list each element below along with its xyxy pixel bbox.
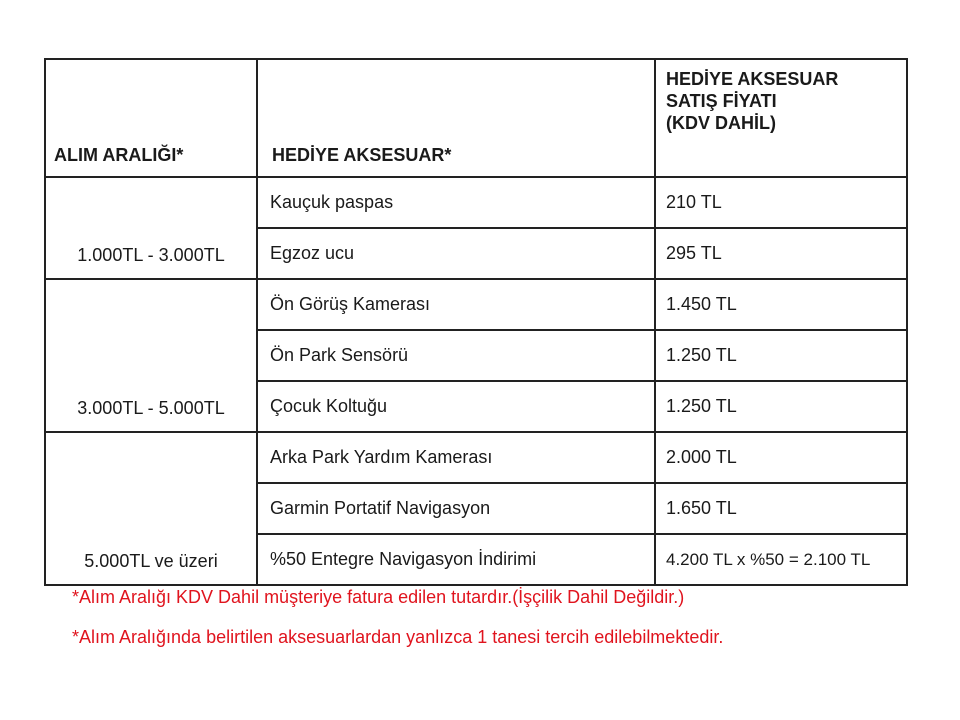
table-row [45, 279, 907, 330]
price-cell: 4.200 TL x %50 = 2.100 TL [655, 534, 907, 585]
footnote-single-choice: *Alım Aralığında belirtilen aksesuarlardan yanlızca 1 tanesi tercih edilebilmektedir. [72, 627, 724, 647]
range-cell-2: 3.000TL - 5.000TL [45, 279, 257, 432]
price-cell: 2.000 TL [655, 432, 907, 483]
header-range: ALIM ARALIĞI* [45, 59, 257, 177]
accessory-cell: Ön Park Sensörü [257, 330, 655, 381]
range-cell-1: 1.000TL - 3.000TL [45, 177, 257, 279]
price-cell: 295 TL [655, 228, 907, 279]
header-price-line1: HEDİYE AKSESUAR [666, 69, 839, 89]
header-price-line3: (KDV DAHİL) [666, 113, 776, 133]
gift-accessory-table [44, 58, 908, 586]
table-header-row [45, 59, 907, 177]
accessory-cell: Ön Görüş Kamerası [257, 279, 655, 330]
price-cell: 210 TL [655, 177, 907, 228]
price-cell: 1.450 TL [655, 279, 907, 330]
gift-accessory-table-container [44, 58, 908, 586]
accessory-cell: %50 Entegre Navigasyon İndirimi [257, 534, 655, 585]
table-row [45, 177, 907, 228]
price-cell: 1.250 TL [655, 381, 907, 432]
header-price [655, 59, 907, 177]
footnotes [72, 586, 723, 666]
range-cell-3: 5.000TL ve üzeri [45, 432, 257, 585]
accessory-cell: Çocuk Koltuğu [257, 381, 655, 432]
header-accessory: HEDİYE AKSESUAR* [257, 59, 655, 177]
accessory-cell: Egzoz ucu [257, 228, 655, 279]
accessory-cell: Arka Park Yardım Kamerası [257, 432, 655, 483]
accessory-cell: Garmin Portatif Navigasyon [257, 483, 655, 534]
price-cell: 1.250 TL [655, 330, 907, 381]
accessory-cell: Kauçuk paspas [257, 177, 655, 228]
table-row [45, 432, 907, 483]
footnote-purchase-range: *Alım Aralığı KDV Dahil müşteriye fatura edilen tutardır.(İşçilik Dahil Değildir.) [72, 587, 685, 607]
price-cell: 1.650 TL [655, 483, 907, 534]
header-price-line2: SATIŞ FİYATI [666, 91, 777, 111]
